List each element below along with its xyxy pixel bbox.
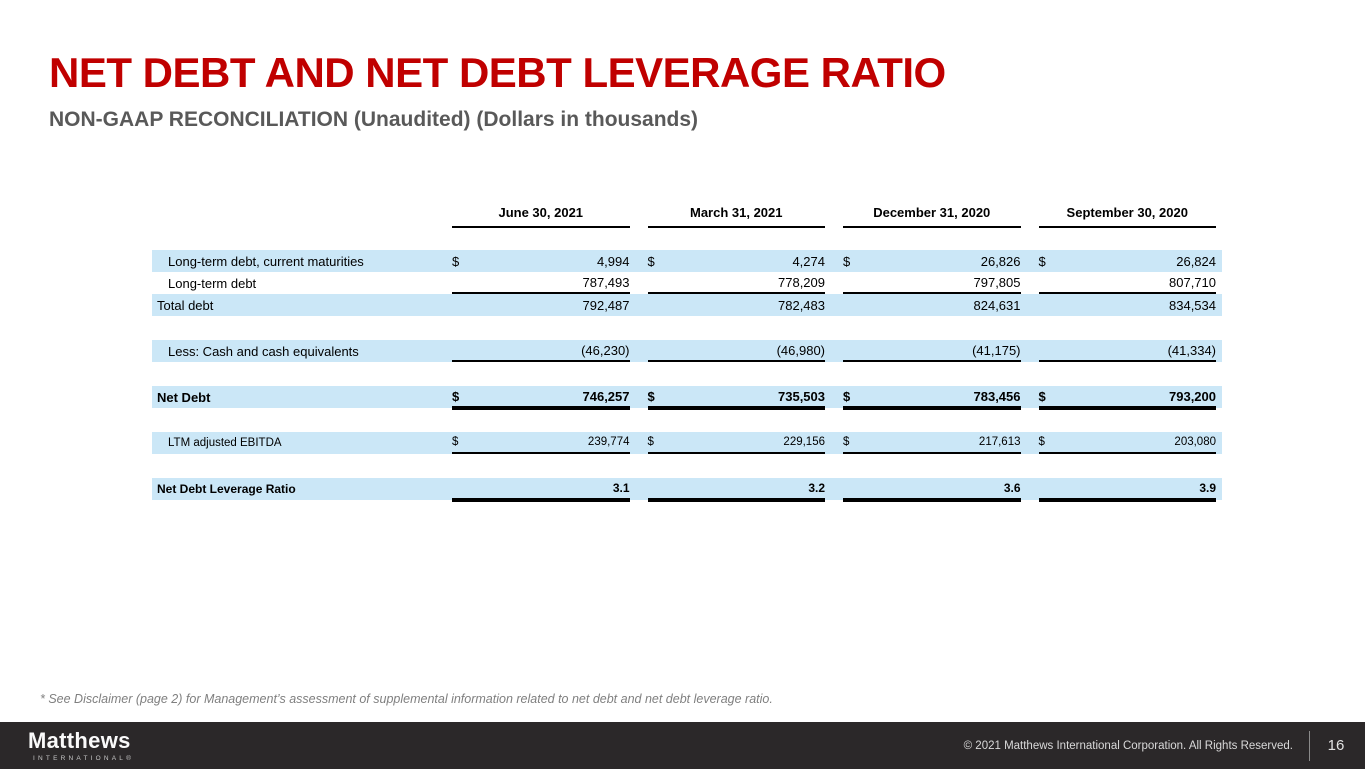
copyright-text: © 2021 Matthews International Corporation. All Rights Reserved. <box>963 739 1293 752</box>
cell-value: 793,200 <box>1169 388 1216 404</box>
footer-bar <box>0 722 1365 769</box>
slide-title: NET DEBT AND NET DEBT LEVERAGE RATIO <box>49 49 946 96</box>
row-spacer <box>152 316 1222 340</box>
cell-value: 787,493 <box>582 274 630 290</box>
cell-value: 3.1 <box>612 481 630 495</box>
cell-value: 239,774 <box>587 436 630 448</box>
cell-value: 4,994 <box>596 253 630 269</box>
footnote: * See Disclaimer (page 2) for Management’s assessment of supplemental information related to net debt and net debt leverage ratio. <box>40 692 773 706</box>
dollar-sign: $ <box>843 388 851 404</box>
row-label: Long-term debt <box>168 275 257 291</box>
column-header-june-2021: June 30, 2021 <box>452 204 630 228</box>
cell-value: 797,805 <box>973 274 1021 290</box>
cell-value: 746,257 <box>582 388 630 404</box>
dollar-sign: $ <box>647 436 654 448</box>
dollar-sign: $ <box>452 388 460 404</box>
table-row-total-debt <box>152 294 1222 316</box>
cell-value: (41,175) <box>972 342 1021 358</box>
cell-value: (46,980) <box>776 342 825 358</box>
matthews-logo <box>28 727 135 762</box>
cell-value: 735,503 <box>778 388 825 404</box>
row-label: Net Debt <box>157 389 211 405</box>
row-spacer <box>152 408 1222 432</box>
slide-subtitle: NON-GAAP RECONCILIATION (Unaudited) (Dollars in thousands) <box>49 108 699 131</box>
cell-value: (46,230) <box>581 342 630 358</box>
cell-value: 203,080 <box>1174 436 1216 448</box>
cell-value: 792,487 <box>582 297 630 313</box>
cell-value: 26,824 <box>1176 253 1216 269</box>
cell-value: (41,334) <box>1167 342 1216 358</box>
dollar-sign: $ <box>452 253 460 269</box>
cell-value: 782,483 <box>778 297 825 313</box>
cell-value: 824,631 <box>973 297 1021 313</box>
cell-value: 217,613 <box>978 436 1021 448</box>
logo-international-text: INTERNATIONAL® <box>33 754 135 762</box>
table-row-net-debt-leverage-ratio <box>152 478 1222 500</box>
cell-value: 807,710 <box>1169 274 1216 290</box>
row-label: Net Debt Leverage Ratio <box>157 482 296 496</box>
column-header-september-2020: September 30, 2020 <box>1039 204 1217 228</box>
dollar-sign: $ <box>647 253 655 269</box>
row-spacer <box>152 454 1222 478</box>
cell-value: 3.2 <box>808 481 825 495</box>
cell-value: 778,209 <box>778 274 825 290</box>
logo-wordmark: Matthews <box>28 727 131 753</box>
column-header-december-2020: December 31, 2020 <box>843 204 1021 228</box>
cell-value: 834,534 <box>1169 297 1216 313</box>
table-row-ltm-adjusted-ebitda <box>152 432 1222 454</box>
table-row-net-debt <box>152 386 1222 408</box>
cell-value: 229,156 <box>783 436 825 448</box>
cell-value: 3.6 <box>1003 481 1021 495</box>
header-spacer <box>152 204 440 228</box>
net-debt-table <box>152 250 1222 500</box>
page-divider <box>1309 731 1310 761</box>
table-row-long-term-debt <box>152 272 1222 294</box>
cell-value: 26,826 <box>980 253 1021 269</box>
row-label: LTM adjusted EBITDA <box>168 437 282 449</box>
cell-value: 3.9 <box>1199 481 1216 495</box>
dollar-sign: $ <box>843 253 851 269</box>
dollar-sign: $ <box>452 436 459 448</box>
row-label: Less: Cash and cash equivalents <box>168 343 359 359</box>
table-column-headers <box>152 204 1222 228</box>
footer-right-group <box>964 731 1355 761</box>
row-label: Total debt <box>157 297 214 313</box>
dollar-sign: $ <box>647 388 655 404</box>
cell-value: 783,456 <box>973 388 1021 404</box>
dollar-sign: $ <box>1038 253 1046 269</box>
cell-value: 4,274 <box>792 253 825 269</box>
table-row-less-cash <box>152 340 1222 362</box>
table-row-ltd-current-maturities <box>152 250 1222 272</box>
dollar-sign: $ <box>1038 436 1045 448</box>
column-header-march-2021: March 31, 2021 <box>648 204 826 228</box>
row-label: Long-term debt, current maturities <box>168 253 364 269</box>
page-number: 16 <box>1327 737 1345 754</box>
dollar-sign: $ <box>1038 388 1046 404</box>
row-spacer <box>152 362 1222 386</box>
dollar-sign: $ <box>843 436 850 448</box>
